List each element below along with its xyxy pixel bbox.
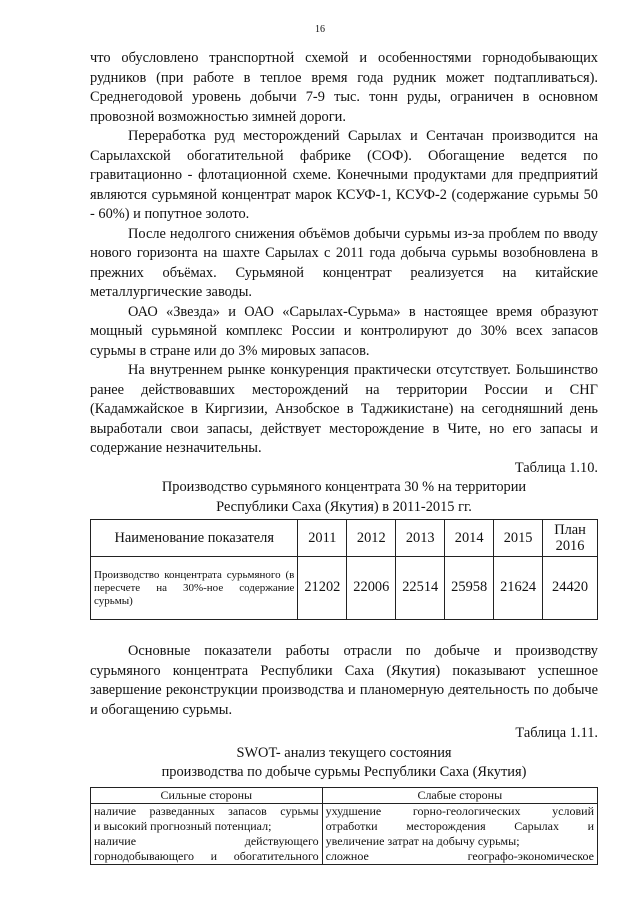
column-header: Наименование показателя bbox=[91, 520, 298, 557]
table-cell: 22514 bbox=[396, 557, 445, 620]
plan-year: 2016 bbox=[555, 538, 585, 554]
table-cell: 22006 bbox=[347, 557, 396, 620]
weaknesses-cell bbox=[322, 803, 597, 864]
cell-line: отработки месторождения Сарылах и bbox=[325, 818, 594, 833]
table-title: производства по добыче сурьмы Республики Саха (Якутия) bbox=[161, 764, 527, 780]
page-number: 16 bbox=[315, 24, 325, 35]
paragraph: ОАО «Звезда» и ОАО «Сарылах-Сурьма» в настоящее время образуют мощный сурьмяной комплекс России и контролируют до 30% всех запасов сурьмы в стране или до 3% мировых запасов. bbox=[90, 303, 598, 359]
table-cell: 21202 bbox=[298, 557, 347, 620]
table-cell: 25958 bbox=[445, 557, 494, 620]
column-header: Слабые стороны bbox=[322, 787, 597, 803]
paragraph: что обусловлено транспортной схемой и особенностями горнодобывающих рудников (при работе в теплое время года рудник может подтапливаться). Среднегодовой уровень добычи 7-9 тыс. тонн руды, ограничен в основном провозной возможностью зимней дороги. bbox=[90, 50, 598, 125]
paragraph: Переработка руд месторождений Сарылах и Сентачан производится на Сарылахской обогатительной фабрике (СОФ). Обогащение ведется по гравитационно - флотационной схеме. Конечными продуктами для предприятий являются сурьмяной концентрат марок КСУФ-1, КСУФ-2 (содержание сурьмы 50 - 60%) и попутное золото. bbox=[90, 128, 598, 222]
document-body bbox=[90, 49, 598, 865]
table-row bbox=[91, 803, 598, 864]
spacer bbox=[90, 620, 598, 642]
swot-table bbox=[90, 787, 598, 865]
column-header: 2012 bbox=[347, 520, 396, 557]
paragraph: Основные показатели работы отрасли по добыче и производству сурьмяного концентрата Республики Саха (Якутия) показывают успешное завершение реконструкции производства и планомерную деятельность по добыче и обогащению сурьмы. bbox=[90, 643, 598, 718]
table-title: SWOT- анализ текущего состояния bbox=[236, 744, 452, 761]
plan-label: План bbox=[554, 522, 586, 538]
table-cell: 21624 bbox=[494, 557, 543, 620]
cell-line: увеличение затрат на добычу сурьмы; bbox=[325, 833, 520, 848]
table-caption: Таблица 1.11. bbox=[515, 725, 598, 741]
row-label: Производство концентрата сурьмяного (в пересчете на 30%-ное содержание сурьмы) bbox=[91, 557, 298, 620]
paragraph: После недолгого снижения объёмов добычи сурьмы из-за проблем по вводу нового горизонта на шахте Сарылах с 2011 года добыча сурьмы возобновлена в прежних объёмах. Сурьмяной концентрат реализуется на китайские металлургические заводы. bbox=[90, 225, 598, 300]
column-header: 2011 bbox=[298, 520, 347, 557]
table-header-row bbox=[91, 787, 598, 803]
cell-line: наличие действующего bbox=[94, 833, 319, 848]
table-cell: 24420 bbox=[543, 557, 598, 620]
paragraph: На внутреннем рынке конкуренция практически отсутствует. Большинство ранее действовавших месторождений на территории России и СНГ (Кадамжайское в Киргизии, Анзобское в Таджикистане) на сегодняшний день выработали свои запасы, действует месторождение в Чите, но его запасы и содержание незначительны. bbox=[90, 362, 598, 456]
cell-line: наличие разведанных запасов сурьмы bbox=[94, 803, 319, 818]
cell-line: сложное географо-экономическое bbox=[325, 848, 594, 863]
cell-line: и высокий прогнозный потенциал; bbox=[94, 818, 272, 833]
column-header: 2014 bbox=[445, 520, 494, 557]
column-header: Сильные стороны bbox=[91, 787, 323, 803]
table-header-row bbox=[91, 520, 598, 557]
column-header-plan bbox=[543, 520, 598, 557]
table-caption: Таблица 1.10. bbox=[514, 459, 598, 476]
production-table bbox=[90, 519, 598, 620]
table-title: Производство сурьмяного концентрата 30 % на территории bbox=[161, 479, 527, 495]
cell-line: горнодобывающего и обогатительного bbox=[94, 848, 319, 863]
column-header: 2015 bbox=[494, 520, 543, 557]
column-header: 2013 bbox=[396, 520, 445, 557]
strengths-cell bbox=[91, 803, 323, 864]
table-title: Республики Саха (Якутия) в 2011-2015 гг. bbox=[216, 498, 472, 515]
cell-line: ухудшение горно-геологических условий bbox=[325, 803, 594, 818]
table-row bbox=[91, 557, 598, 620]
